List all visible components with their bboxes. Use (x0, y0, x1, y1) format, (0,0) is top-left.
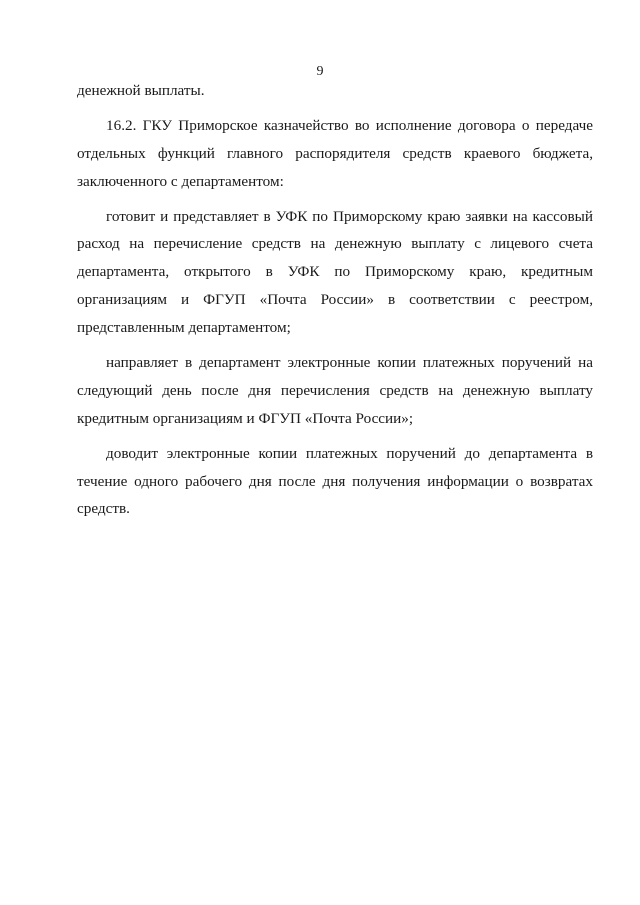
page-number: 9 (316, 64, 324, 79)
text-line: отдельных функций главного распорядителя средств краевого бюджета, (77, 144, 593, 162)
document-body (77, 77, 593, 523)
text-line: готовит и представляет в УФК по Приморскому краю заявки на кассовый (106, 207, 593, 225)
text-line: департамента, открытого в УФК по Приморскому краю, кредитным (77, 263, 593, 281)
text-line: направляет в департамент электронные копии платежных поручений на (106, 354, 593, 372)
text-line: денежной выплаты. (77, 82, 205, 99)
text-line: доводит электронные копии платежных поручений до департамента в (106, 444, 593, 462)
text-line: организациям и ФГУП «Почта России» в соответствии с реестром, (77, 291, 593, 309)
text-line: 16.2. ГКУ Приморское казначейство во исполнение договора о передаче (106, 116, 593, 134)
text-line: кредитным организациям и ФГУП «Почта России»; (77, 409, 414, 427)
text-line: представленным департаментом; (77, 319, 291, 337)
text-line: заключенного с департаментом: (77, 172, 284, 190)
text-line: следующий день после дня перечисления средств на денежную выплату (77, 381, 593, 399)
text-line: средств. (77, 500, 130, 518)
text-line: расход на перечисление средств на денежную выплату с лицевого счета (77, 235, 593, 253)
text-line: течение одного рабочего дня после дня получения информации о возвратах (77, 472, 593, 490)
